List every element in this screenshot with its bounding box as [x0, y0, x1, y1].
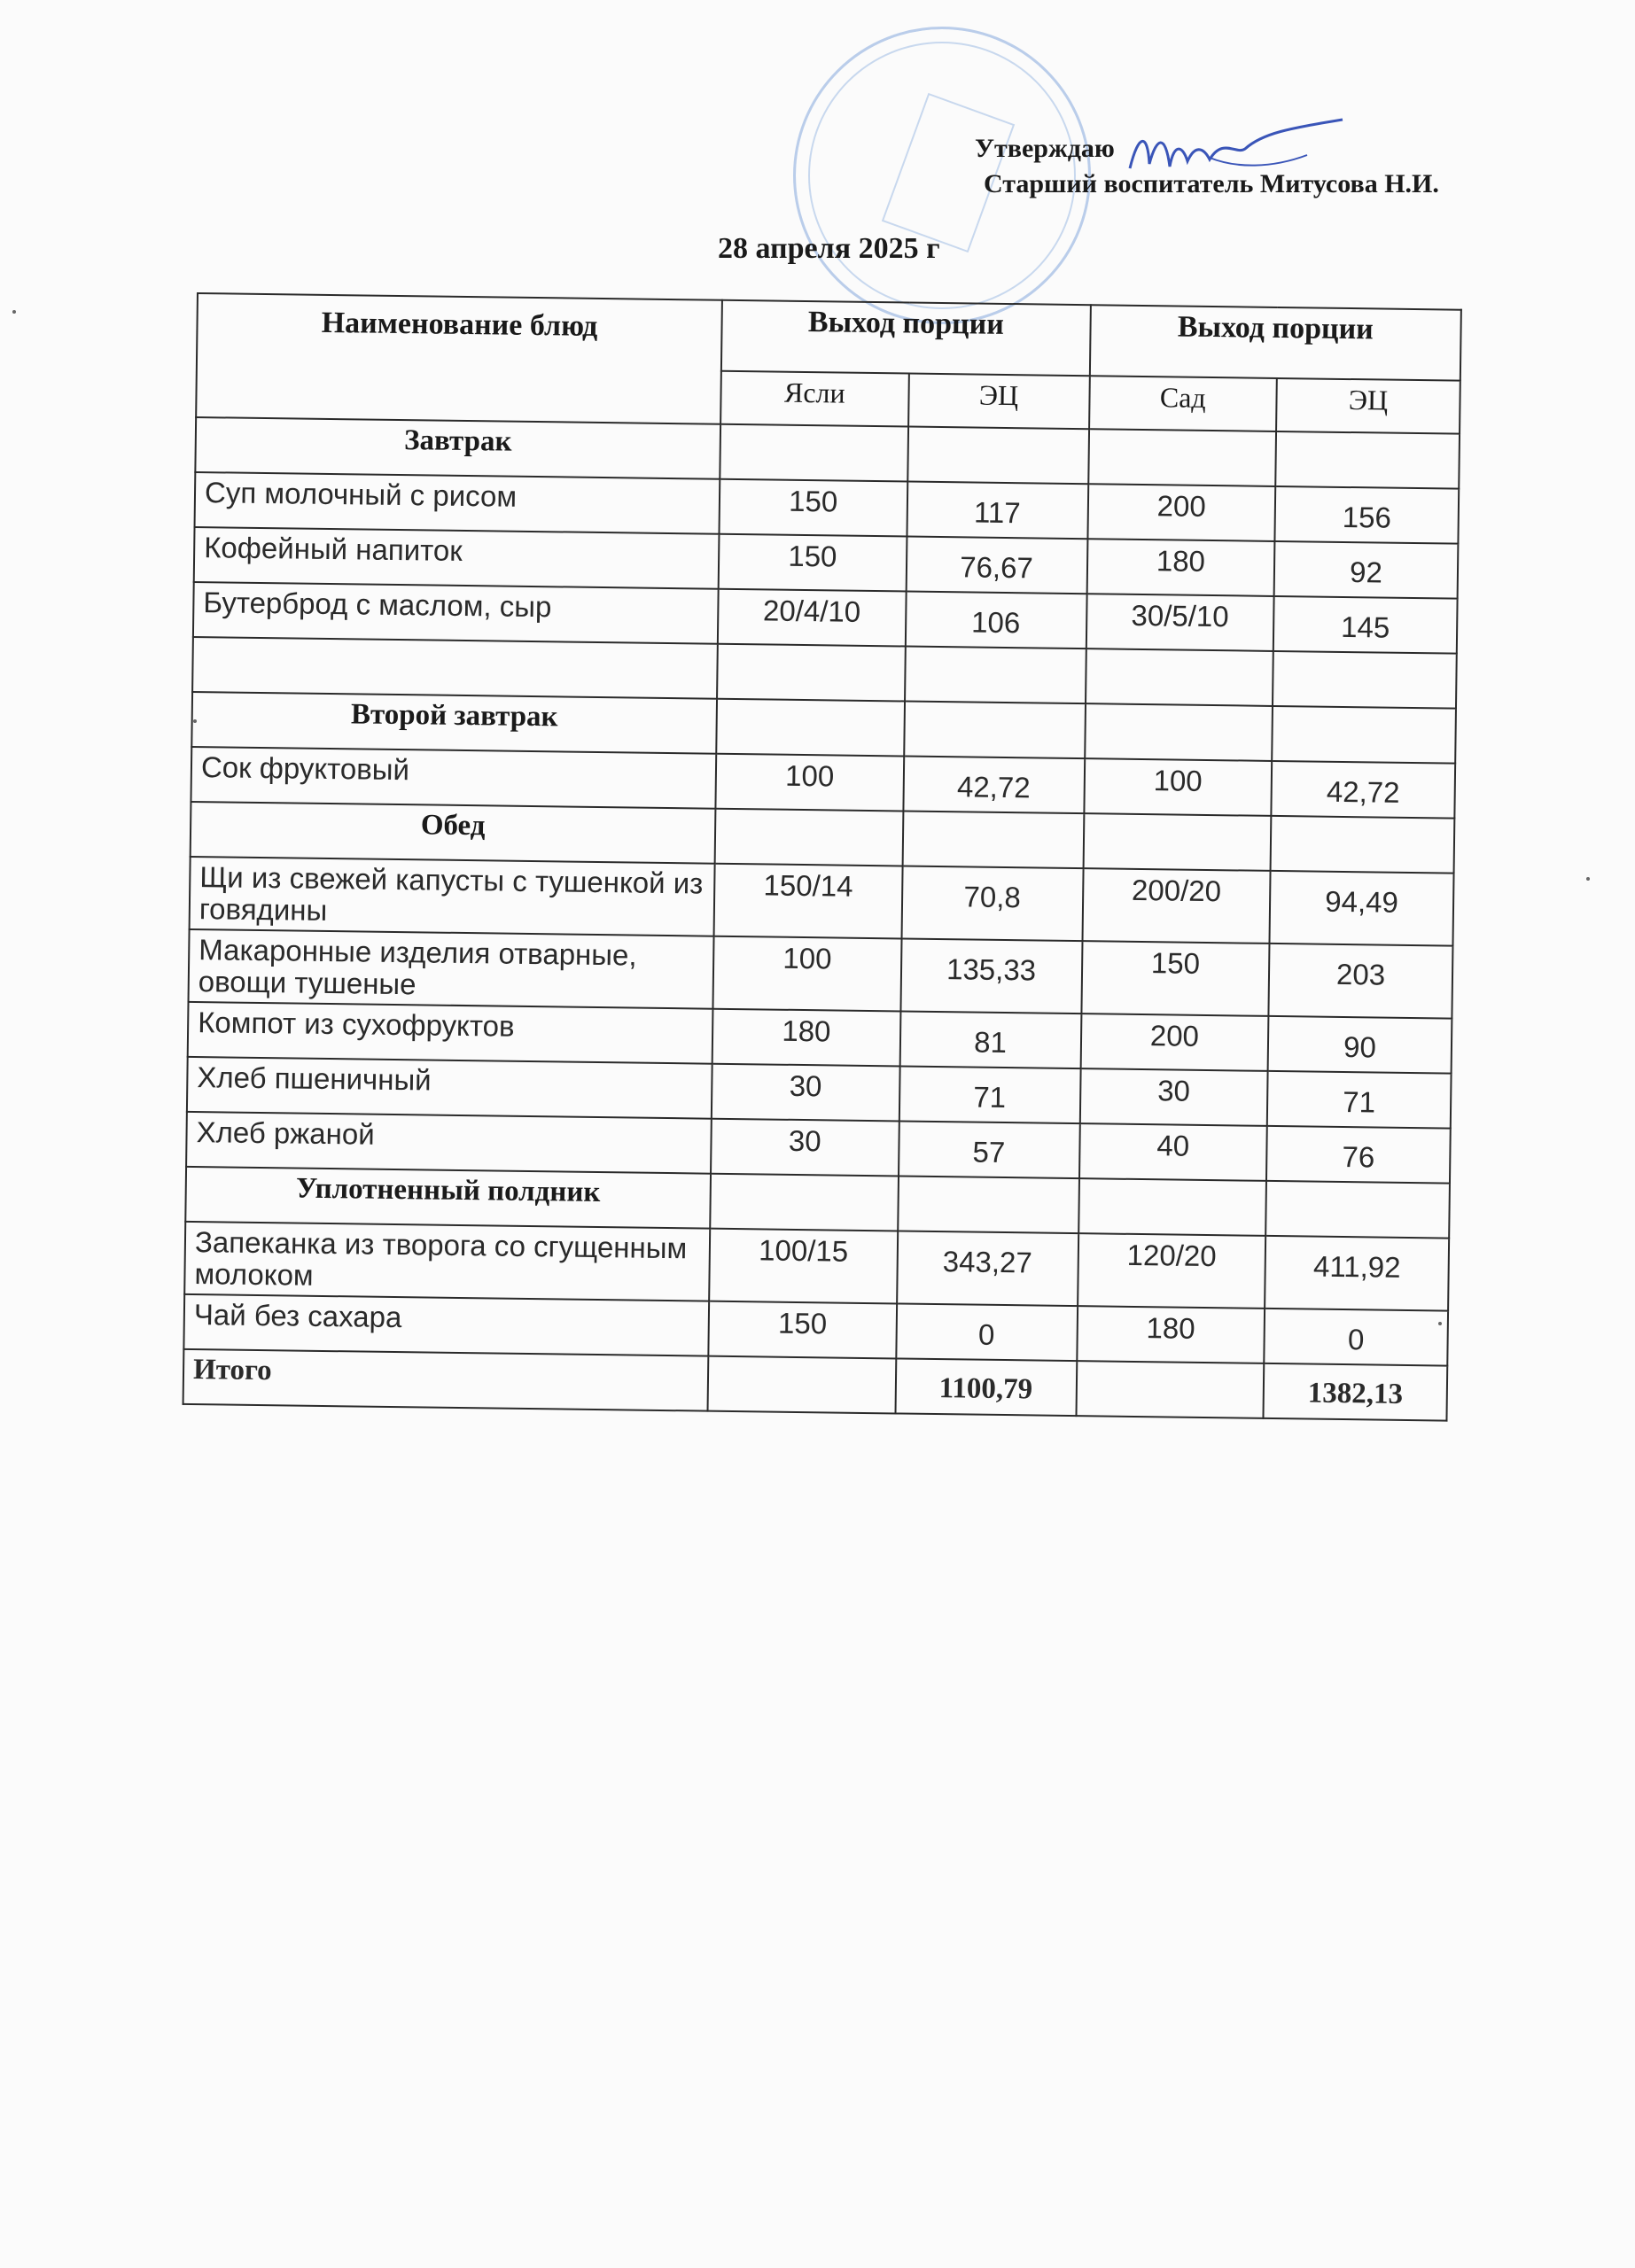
approval-line-1: Утверждаю: [975, 134, 1115, 163]
scan-speck: [193, 719, 197, 723]
yasli-energy: [898, 1176, 1079, 1233]
dish-name: Компот из сухофруктов: [188, 1002, 713, 1064]
sad-portion: 180: [1077, 1306, 1265, 1363]
sad-portion: [1076, 1361, 1264, 1418]
sad-energy: 411,92: [1265, 1236, 1449, 1311]
yasli-energy: 42,72: [903, 756, 1085, 813]
sad-portion: 120/20: [1078, 1233, 1266, 1309]
yasli-energy: [904, 701, 1086, 758]
yasli-energy: 76,67: [906, 537, 1087, 594]
sad-portion: [1085, 703, 1273, 761]
sad-portion: 100: [1084, 758, 1272, 816]
menu-body: [183, 417, 1460, 1421]
sad-portion: 200: [1087, 484, 1275, 541]
yasli-portion: 150/14: [714, 864, 903, 939]
sad-portion: [1086, 649, 1273, 706]
yasli-energy: 135,33: [900, 938, 1082, 1014]
yasli-energy: 1100,79: [895, 1358, 1077, 1416]
section-title: Уплотненный полдник: [185, 1167, 711, 1229]
yasli-energy: 70,8: [901, 866, 1083, 941]
sad-portion: 30: [1079, 1068, 1267, 1126]
yasli-portion: 150: [719, 479, 907, 537]
scan-speck: [1586, 877, 1590, 881]
yasli-energy: [902, 811, 1084, 868]
yasli-portion: [716, 699, 904, 757]
yasli-energy: [907, 427, 1089, 485]
sad-energy: 145: [1273, 596, 1458, 654]
dish-name: Щи из свежей капусты с тушенкой из говядины: [190, 857, 715, 936]
dish-name: Хлеб ржаной: [186, 1112, 712, 1174]
yasli-portion: 100: [715, 754, 903, 812]
approval-line-2: Старший воспитатель Митусова Н.И.: [984, 169, 1439, 198]
col-header-ets-1: ЭЦ: [908, 374, 1090, 430]
sad-portion: [1088, 429, 1276, 486]
dish-name: [192, 637, 718, 699]
sad-portion: 150: [1081, 941, 1270, 1016]
sad-portion: [1078, 1178, 1266, 1236]
yasli-energy: 71: [899, 1066, 1080, 1123]
sad-portion: 180: [1086, 539, 1274, 596]
yasli-energy: [905, 646, 1086, 703]
section-title: Завтрак: [195, 417, 720, 479]
scan-speck: [12, 310, 16, 314]
sad-portion: [1083, 813, 1271, 871]
yasli-portion: 150: [708, 1301, 896, 1359]
yasli-portion: [708, 1356, 896, 1414]
yasli-energy: 117: [907, 482, 1088, 540]
sad-portion: 200: [1080, 1014, 1268, 1071]
approval-block: [975, 131, 1439, 202]
yasli-portion: 20/4/10: [718, 589, 906, 647]
section-title: Обед: [191, 802, 716, 864]
sad-energy: 203: [1268, 944, 1452, 1019]
dish-name: Бутерброд с маслом, сыр: [193, 582, 719, 644]
yasli-portion: [715, 809, 903, 866]
sad-energy: [1265, 1181, 1450, 1239]
col-header-group-2: Выход порции: [1089, 305, 1460, 380]
section-title: Второй завтрак: [191, 692, 717, 754]
yasli-portion: [717, 644, 905, 702]
header-row: [197, 293, 1461, 381]
yasli-energy: 0: [896, 1303, 1078, 1361]
sad-energy: 42,72: [1271, 761, 1455, 819]
sad-energy: 0: [1264, 1309, 1448, 1366]
document-date: 28 апреля 2025 г: [718, 232, 940, 265]
yasli-energy: 57: [899, 1121, 1080, 1178]
dish-name: Чай без сахара: [183, 1294, 709, 1356]
col-header-name: Наименование блюд: [196, 293, 722, 424]
yasli-portion: 150: [719, 534, 907, 592]
yasli-portion: 180: [712, 1009, 900, 1067]
dish-name: Суп молочный с рисом: [195, 472, 720, 534]
yasli-energy: 343,27: [897, 1231, 1078, 1306]
sad-energy: [1272, 706, 1456, 764]
dish-name: Кофейный напиток: [194, 527, 720, 589]
sad-energy: [1271, 816, 1455, 874]
yasli-portion: 30: [712, 1064, 899, 1122]
sad-energy: 94,49: [1270, 871, 1454, 946]
yasli-portion: 100/15: [709, 1229, 898, 1304]
sad-energy: 92: [1274, 541, 1459, 599]
sad-energy: 76: [1266, 1126, 1451, 1184]
menu-table: [183, 292, 1462, 1422]
sad-portion: 40: [1079, 1123, 1267, 1181]
sad-energy: 156: [1274, 486, 1459, 544]
sad-energy: 1382,13: [1263, 1363, 1447, 1421]
scan-speck: [1438, 1322, 1442, 1325]
col-header-group-1: Выход порции: [721, 300, 1091, 376]
sad-energy: 71: [1267, 1071, 1452, 1129]
dish-name: Итого: [183, 1349, 709, 1411]
sad-portion: 200/20: [1082, 868, 1271, 944]
sad-energy: [1275, 431, 1460, 489]
yasli-portion: [710, 1174, 898, 1231]
dish-name: Макаронные изделия отварные, овощи тушеные: [189, 929, 714, 1009]
col-header-sad: Сад: [1089, 376, 1277, 431]
col-header-yasli: Ясли: [720, 371, 908, 427]
yasli-portion: 30: [711, 1119, 899, 1177]
sad-energy: [1273, 651, 1457, 709]
col-header-ets-2: ЭЦ: [1276, 378, 1460, 434]
yasli-energy: 81: [899, 1011, 1081, 1068]
yasli-energy: 106: [905, 592, 1086, 649]
sad-portion: 30/5/10: [1086, 594, 1273, 651]
yasli-portion: 100: [712, 936, 901, 1012]
dish-name: Сок фруктовый: [191, 747, 716, 809]
dish-name: Хлеб пшеничный: [187, 1057, 712, 1119]
sad-energy: 90: [1268, 1016, 1452, 1074]
dish-name: Запеканка из творога со сгущенным молоком: [184, 1222, 710, 1301]
yasli-portion: [720, 424, 907, 482]
